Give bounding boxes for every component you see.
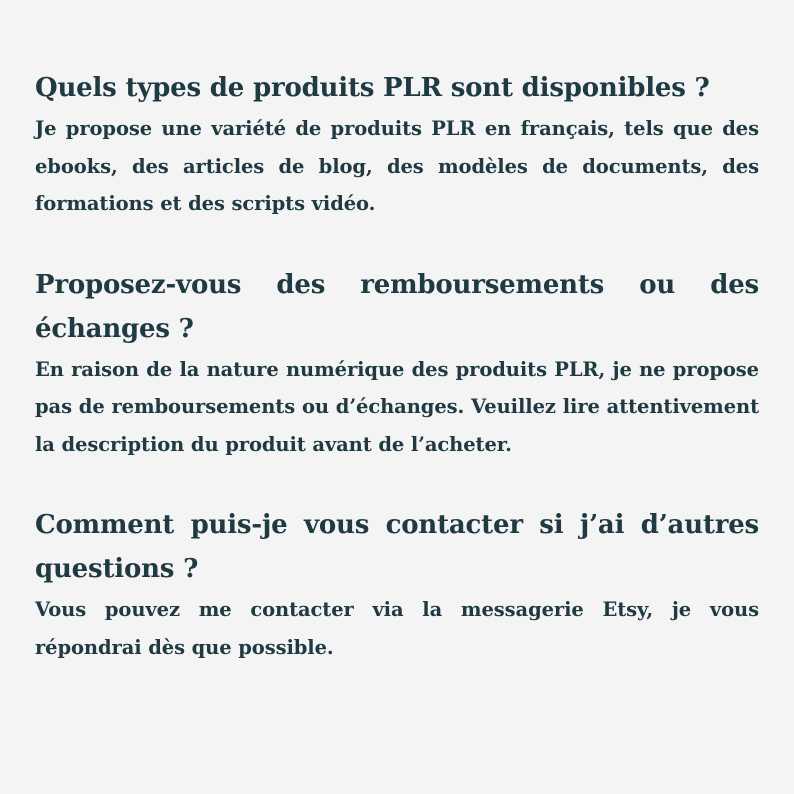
faq-answer: En raison de la nature numérique des produits PLR, je ne propose pas de remboursements ou d’échanges. Veuillez lire attentivement la description du produit avant de l’acheter.: [35, 357, 759, 456]
faq-question: Proposez-vous des remboursements ou des échanges ?: [35, 269, 759, 344]
faq-question: Comment puis-je vous contacter si j’ai d’autres questions ?: [35, 510, 759, 584]
faq-question: Quels types de produits PLR sont disponibles ?: [35, 73, 710, 103]
faq-item-refunds: [35, 263, 759, 464]
faq-item-contact: [35, 503, 759, 666]
faq-answer: Vous pouvez me contacter via la messagerie Etsy, je vous répondrai dès que possible.: [35, 598, 759, 659]
faq-answer: Je propose une variété de produits PLR en français, tels que des ebooks, des articles de blog, des modèles de documents, des formations et des scripts vidéo.: [35, 117, 759, 215]
faq-list: [35, 66, 759, 666]
faq-item-products: [35, 66, 759, 223]
